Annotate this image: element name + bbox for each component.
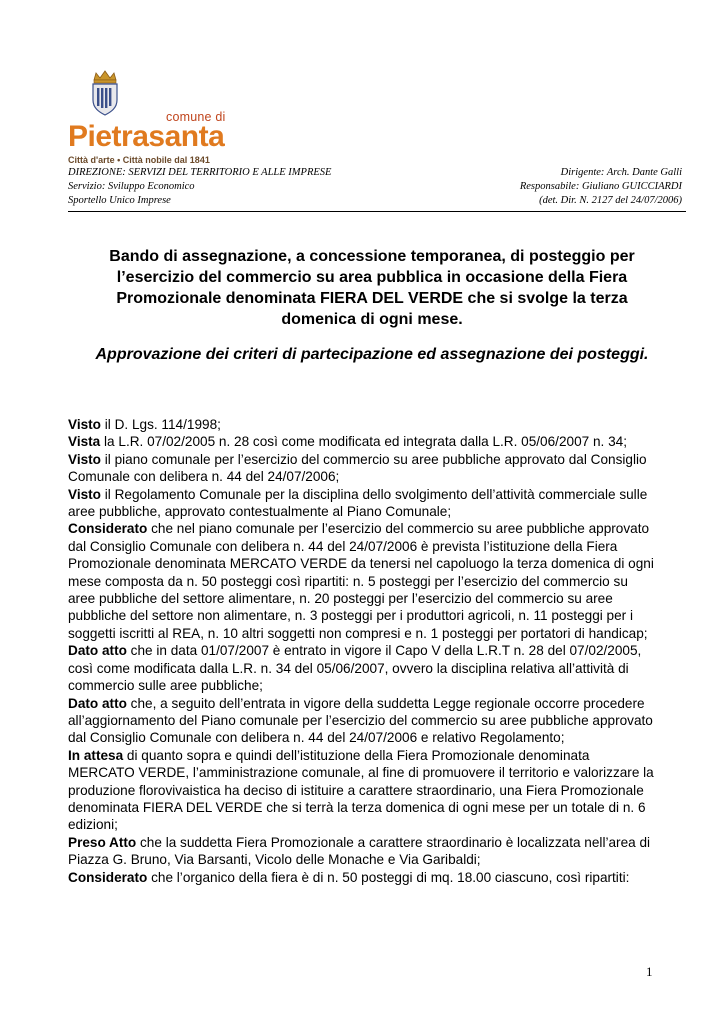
paragraph (68, 747, 658, 834)
paragraph (68, 695, 658, 747)
paragraph-lead: Dato atto (68, 695, 127, 711)
header-dirigente: Dirigente: Arch. Dante Galli (560, 167, 682, 178)
header-determination: (det. Dir. N. 2127 del 24/07/2006) (539, 195, 682, 206)
logo-town-name: Pietrasanta (68, 120, 225, 153)
paragraph (68, 869, 658, 886)
document-title: Bando di assegnazione, a concessione temporanea, di posteggio per l’esercizio del commercio su area pubblica in occasione della Fiera Promozionale denominata FIERA DEL VERDE che si svolge la terza domenica di ogni mese. (109, 248, 635, 328)
paragraph-lead: Vista (68, 434, 101, 450)
paragraph (68, 834, 658, 869)
paragraph (68, 486, 658, 521)
paragraph-lead: Visto (68, 417, 101, 432)
paragraph-text: il D. Lgs. 114/1998; (101, 417, 221, 432)
paragraph-lead: Considerato (68, 869, 148, 885)
header-responsabile: Responsabile: Giuliano GUICCIARDI (519, 181, 682, 192)
paragraph (68, 433, 658, 450)
logo (66, 70, 246, 165)
paragraph-lead: Dato atto (68, 643, 127, 659)
header-divider (68, 211, 686, 212)
header-direction: DIREZIONE: SERVIZI DEL TERRITORIO E ALLE IMPRESE (68, 167, 332, 178)
header-service: Servizio: Sviluppo Economico (68, 181, 195, 192)
paragraph-lead: Visto (68, 451, 101, 467)
paragraph (68, 520, 658, 642)
document-body (68, 416, 658, 886)
paragraph (68, 642, 658, 694)
paragraph-lead: In attesa (68, 747, 124, 763)
paragraph-text: che nel piano comunale per l’esercizio del commercio su aree pubbliche approvato dal Consiglio Comunale con delibera n. 44 del 24/07/2006 è prevista l’istituzione della Fiera Promozionale denominata MERCATO VERDE da tenersi nel capoluogo la terza domenica di ogni mese composta da n. 50 posteggi così ripartiti: n. 5 posteggi per l’esercizio del commercio su aree pubbliche del settore alimentare, n. 20 posteggi per l’esercizio del commercio su aree pubbliche del settore non alimentare, n. 3 posteggi per i produttori agricoli, n. 11 posteggi per i soggetti iscritti al REA, n. 10 altri soggetti non compresi e n. 1 posteggi per portatori di handicap; (68, 521, 654, 641)
paragraph-text: che, a seguito dell’entrata in vigore della suddetta Legge regionale occorre procedere all’aggiornamento del Piano comunale per l’esercizio del commercio su aree pubbliche approvato dal Consiglio Comunale con delibera n. 44 del 24/07/2006 e relativo Regolamento; (68, 695, 653, 746)
paragraph (68, 451, 658, 486)
header-office: Sportello Unico Imprese (68, 195, 171, 206)
paragraph-text: che in data 01/07/2007 è entrato in vigore il Capo V della L.R.T n. 28 del 07/02/2005, così come modificata dalla L.R. n. 34 del 05/06/2007, ovvero la disciplina relativa all’attività di commercio sulle aree pubbliche; (68, 643, 642, 694)
paragraph-text: che la suddetta Fiera Promozionale a carattere straordinario è localizzata nell’area di Piazza G. Bruno, Via Barsanti, Vicolo delle Monache e Via Garibaldi; (68, 834, 651, 868)
header-info (68, 166, 682, 208)
paragraph-lead: Preso Atto (68, 834, 137, 850)
paragraph-text: che l’organico della fiera è di n. 50 posteggi di mq. 18.00 ciascuno, così ripartiti: (147, 869, 630, 885)
paragraph-text: la L.R. 07/02/2005 n. 28 così come modificata ed integrata dalla L.R. 05/06/2007 n. 34; (100, 434, 627, 450)
paragraph-text: di quanto sopra e quindi dell’istituzione della Fiera Promozionale denominata MERCATO VERDE, l’amministrazione comunale, al fine di promuovere il territorio e valorizzare la produzione florovivaistica ha deciso di istituire a carattere straordinario, una Fiera Promozionale denominata FIERA DEL VERDE che si terrà la terza domenica di ogni mese per un totale di n. 6 edizioni; (68, 747, 654, 833)
coat-of-arms-icon (90, 70, 120, 116)
paragraph-lead: Considerato (68, 521, 148, 537)
paragraph-text: il piano comunale per l’esercizio del commercio su aree pubbliche approvato dal Consiglio Comunale con delibera n. 44 del 24/07/2006; (68, 451, 647, 485)
paragraph-text: il Regolamento Comunale per la disciplina dello svolgimento dell’attività commerciale sulle aree pubbliche, approvato contestualmente al Piano Comunale; (68, 486, 648, 520)
document-subtitle: Approvazione dei criteri di partecipazione ed assegnazione dei posteggi. (95, 346, 649, 363)
paragraph-lead: Visto (68, 486, 101, 502)
paragraph (68, 416, 658, 433)
logo-tagline: Città d'arte • Città nobile dal 1841 (68, 155, 210, 165)
logo-comune-text: comune di (166, 110, 226, 124)
page-number: 1 (646, 964, 653, 979)
